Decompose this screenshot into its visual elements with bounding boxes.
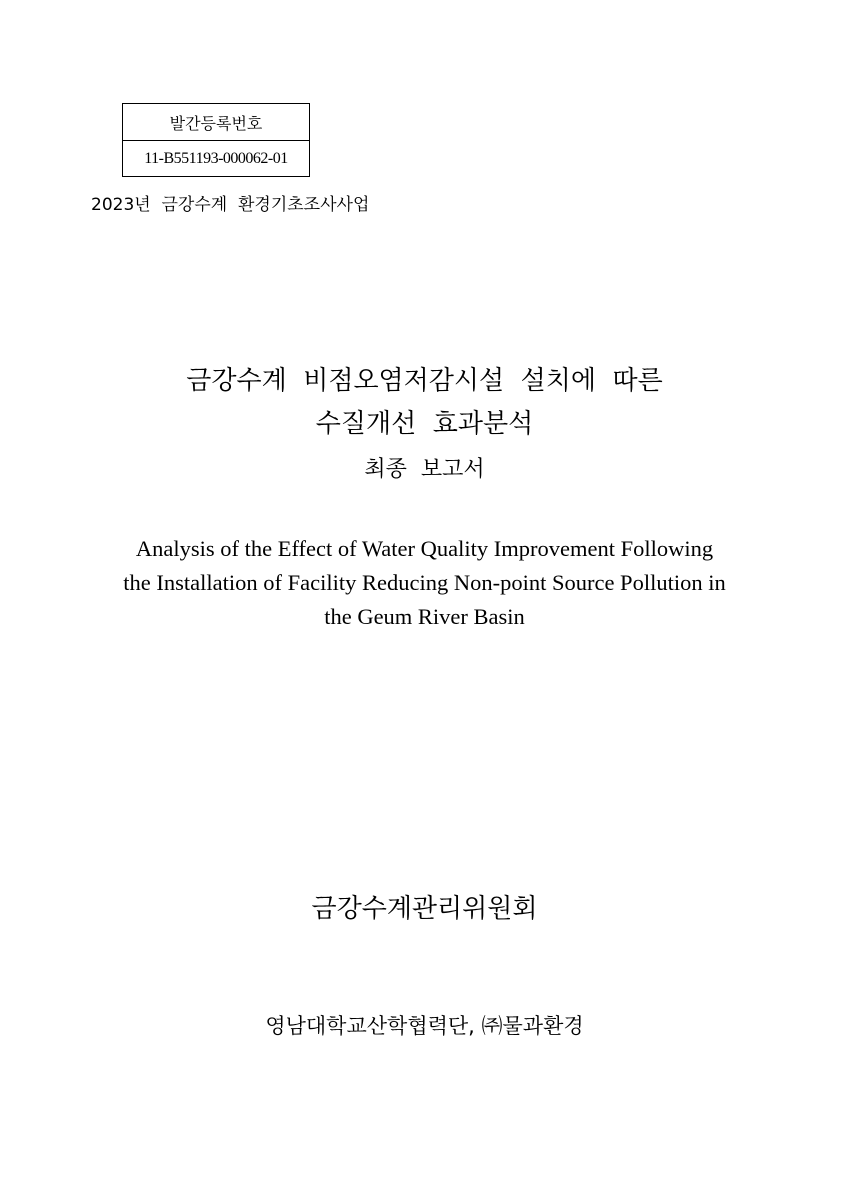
registration-label: 발간등록번호 (123, 104, 309, 141)
english-title-line-3: the Geum River Basin (324, 604, 525, 629)
report-title-line-2: 수질개선 효과분석 (315, 409, 534, 439)
registration-number: 11-B551193-000062-01 (144, 150, 288, 167)
report-subtitle: 최종 보고서 (364, 457, 485, 482)
english-title (40, 532, 809, 634)
registration-number-box (122, 103, 310, 177)
english-title-line-2: the Installation of Facility Reducing Non-point Source Pollution in (123, 570, 726, 595)
publisher: 금강수계관리위원회 (311, 894, 538, 924)
report-title-line-1: 금강수계 비점오염저감시설 설치에 따른 (186, 366, 663, 396)
english-title-line-1: Analysis of the Effect of Water Quality Improvement Following (135, 536, 714, 561)
authors: 영남대학교산학협력단, ㈜물과환경 (265, 1014, 584, 1038)
project-name: 2023년 금강수계 환경기초조사사업 (91, 195, 370, 215)
